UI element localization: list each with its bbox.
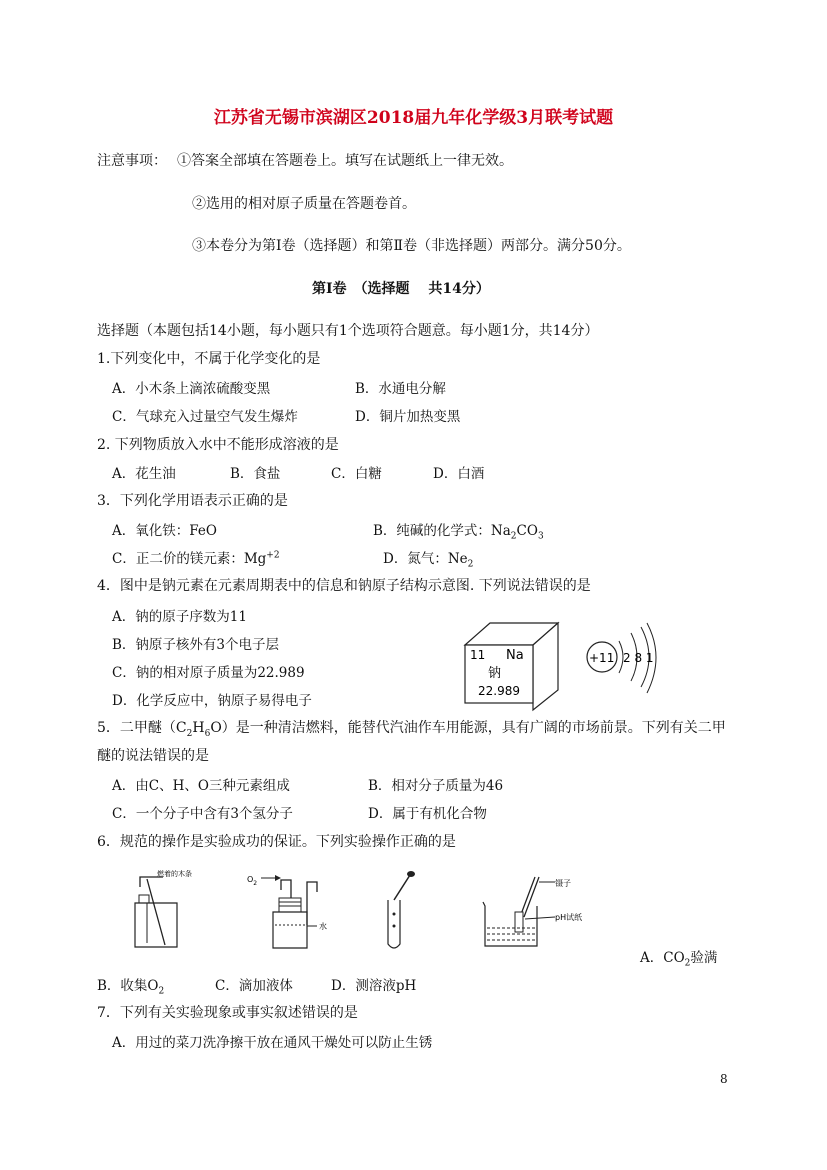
nucleus-charge: +11 [589,651,615,665]
collect-o2-figure [245,870,335,955]
q1-option-c: C．气球充入过量空气发生爆炸 [112,409,298,425]
periodic-cell-figure [460,615,600,710]
q4-option-a: A．钠的原子序数为11 [112,609,247,625]
q3-option-c: C．正二价的镁元素：$Mg^{+2}$ [112,550,280,567]
cell-number: 11 [470,648,486,662]
section-title: 第Ⅰ卷 （选择题 共14分） [312,281,490,297]
cell-symbol: Na [506,648,524,663]
q7-stem: 7．下列有关实验现象或事实叙述错误的是 [97,1005,358,1021]
electron-shells: 2 8 1 [623,651,654,665]
page-number: 8 [720,1072,728,1086]
q4-stem: 4．图中是钠元素在元素周期表中的信息和钠原子结构示意图. 下列说法错误的是 [97,578,591,594]
tweezers-label: 镊子 [555,879,571,888]
q6-option-c: C．滴加液体 [215,978,293,994]
ph-paper-label: pH试纸 [555,913,583,922]
q5-option-a: A．由C、H、O三种元素组成 [112,778,290,794]
drip-liquid-figure [380,870,420,955]
q2-option-d: D．白酒 [433,466,485,482]
q3-option-b: B．纯碱的化学式：$Na_2CO_3$ [373,523,544,542]
q1-option-d: D．铜片加热变黑 [355,409,461,425]
o2-label: $O_2$ [247,875,258,887]
page-title: 江苏省无锡市滨湖区2018届九年化学级3月联考试题 [213,108,614,128]
q6-option-b: B．收集$O_2$ [97,978,165,997]
q5-option-b: B．相对分子质量为46 [368,778,504,794]
cell-name: 钠 [488,666,502,681]
q2-option-b: B．食盐 [230,466,281,482]
co2-check-figure [125,865,195,955]
q2-stem: 2. 下列物质放入水中不能形成溶液的是 [97,437,339,453]
burning-stick-label: 燃着的木条 [157,870,192,878]
q1-stem: 1.下列变化中，不属于化学变化的是 [97,351,321,367]
q1-option-b: B．水通电分解 [355,381,446,397]
q5-stem-line2: 醚的说法错误的是 [97,748,209,764]
q7-option-a: A．用过的菜刀洗净擦干放在通风干燥处可以防止生锈 [112,1035,433,1051]
notice-label: 注意事项： [97,153,167,169]
q6-option-a: A．$CO_2$验满 [640,950,718,969]
sodium-atom-diagram [585,615,665,700]
measure-ph-figure [475,872,583,952]
q4-option-c: C．钠的相对原子质量为22.989 [112,665,305,681]
q2-option-c: C．白糖 [331,466,382,482]
notice-item-3: ③本卷分为第Ⅰ卷（选择题）和第Ⅱ卷（非选择题）两部分。满分50分。 [192,238,631,254]
q2-option-a: A．花生油 [112,466,176,482]
instructions: 选择题（本题包括14小题，每小题只有1个选项符合题意。每小题1分，共14分） [97,323,599,339]
notice-item-1: ①答案全部填在答题卷上。填写在试题纸上一律无效。 [177,153,513,169]
q3-stem: 3．下列化学用语表示正确的是 [97,493,288,509]
q5-option-d: D．属于有机化合物 [368,806,487,822]
q6-stem: 6．规范的操作是实验成功的保证。下列实验操作正确的是 [97,834,456,850]
q4-option-d: D．化学反应中，钠原子易得电子 [112,693,312,709]
q4-option-b: B．钠原子核外有3个电子层 [112,637,280,653]
q1-option-a: A．小木条上滴浓硫酸变黑 [112,381,271,397]
q3-option-a: A．氧化铁：FeO [112,523,217,539]
q3-option-d: D．氮气：$Ne_2$ [383,551,474,570]
q5-option-c: C．一个分子中含有3个氢分子 [112,806,293,822]
notice-item-2: ②选用的相对原子质量在答题卷首。 [192,196,416,212]
q6-option-d: D．测溶液pH [331,978,417,994]
water-label: 水 [319,922,327,931]
cell-mass: 22.989 [478,684,520,698]
q5-stem-line1: 5．二甲醚$(C_2H_6O)$是一种清洁燃料，能替代汽油作车用能源，具有广阔的市场前景。下列有关二甲 [97,720,726,739]
